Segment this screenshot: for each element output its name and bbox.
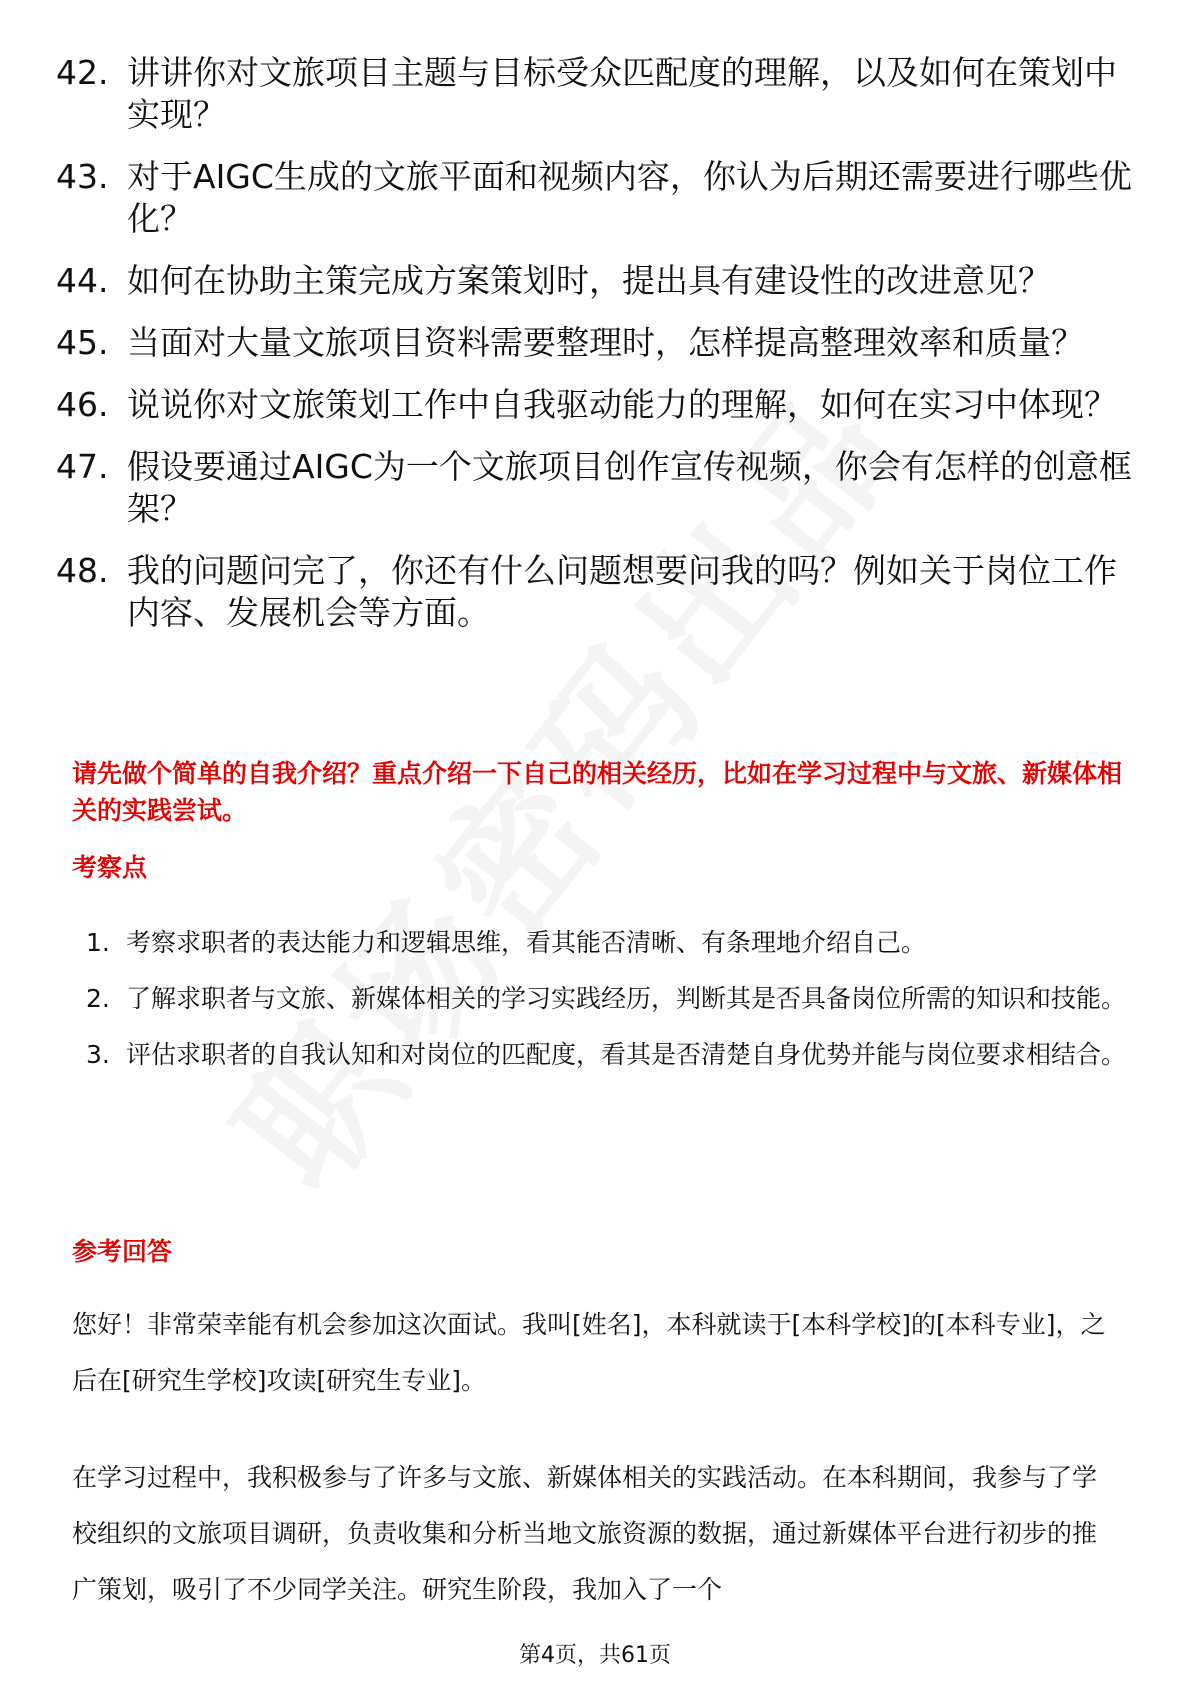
question-item (56, 384, 1136, 426)
question-number: 47. (56, 447, 109, 486)
check-point-number: 1. (86, 928, 110, 957)
question-item (56, 260, 1136, 302)
question-number: 44. (56, 261, 109, 300)
question-text: 如何在协助主策完成方案策划时，提出具有建设性的改进意见？ (127, 261, 1051, 300)
answer-paragraph: 您好！非常荣幸能有机会参加这次面试。我叫[姓名]，本科就读于[本科学校]的[本科专业]，之后在[研究生学校]攻读[研究生专业]。 (72, 1310, 1106, 1395)
question-item (56, 52, 1136, 136)
question-text: 假设要通过AIGC为一个文旅项目创作宣传视频，你会有怎样的创意框架？ (127, 447, 1132, 528)
question-item (56, 156, 1136, 240)
page-footer: 第4页，共61页 (519, 1643, 671, 1668)
check-point-item (86, 915, 1126, 971)
question-text: 对于AIGC生成的文旅平面和视频内容，你认为后期还需要进行哪些优化？ (127, 157, 1132, 238)
question-number: 43. (56, 157, 109, 196)
question-text: 我的问题问完了，你还有什么问题想要问我的吗？例如关于岗位工作内容、发展机会等方面。 (127, 551, 1117, 632)
question-number: 45. (56, 323, 109, 362)
check-point-text: 考察求职者的表达能力和逻辑思维，看其能否清晰、有条理地介绍自己。 (126, 928, 927, 957)
answer-heading: 参考回答 (72, 1237, 173, 1266)
check-point-number: 2. (86, 984, 110, 1013)
check-point-text: 评估求职者的自我认知和对岗位的匹配度，看其是否清楚自身优势并能与岗位要求相结合。 (126, 1040, 1127, 1069)
question-item (56, 550, 1136, 634)
answer-paragraph: 在学习过程中，我积极参与了许多与文旅、新媒体相关的实践活动。在本科期间，我参与了学校组织的文旅项目调研，负责收集和分析当地文旅资源的数据，通过新媒体平台进行初步的推广策划，吸引了不少同学关注。研究生阶段，我加入了一个 (72, 1463, 1098, 1604)
check-point-item (86, 971, 1126, 1027)
question-text: 说说你对文旅策划工作中自我驱动能力的理解，如何在实习中体现？ (127, 385, 1117, 424)
check-point-text: 了解求职者与文旅、新媒体相关的学习实践经历，判断其是否具备岗位所需的知识和技能。 (126, 984, 1127, 1013)
question-number: 46. (56, 385, 109, 424)
check-point-item (86, 1027, 1126, 1083)
check-points-list (86, 915, 1126, 1083)
check-points-heading: 考察点 (72, 853, 148, 882)
question-number: 42. (56, 53, 109, 92)
section-question-title: 请先做个简单的自我介绍？重点介绍一下自己的相关经历，比如在学习过程中与文旅、新媒体相关的实践尝试。 (72, 759, 1123, 825)
question-text: 当面对大量文旅项目资料需要整理时，怎样提高整理效率和质量？ (127, 323, 1084, 362)
check-point-number: 3. (86, 1040, 110, 1069)
question-list (56, 52, 1136, 654)
question-number: 48. (56, 551, 109, 590)
question-item (56, 446, 1136, 530)
question-item (56, 322, 1136, 364)
question-text: 讲讲你对文旅项目主题与目标受众匹配度的理解，以及如何在策划中实现？ (127, 53, 1117, 134)
